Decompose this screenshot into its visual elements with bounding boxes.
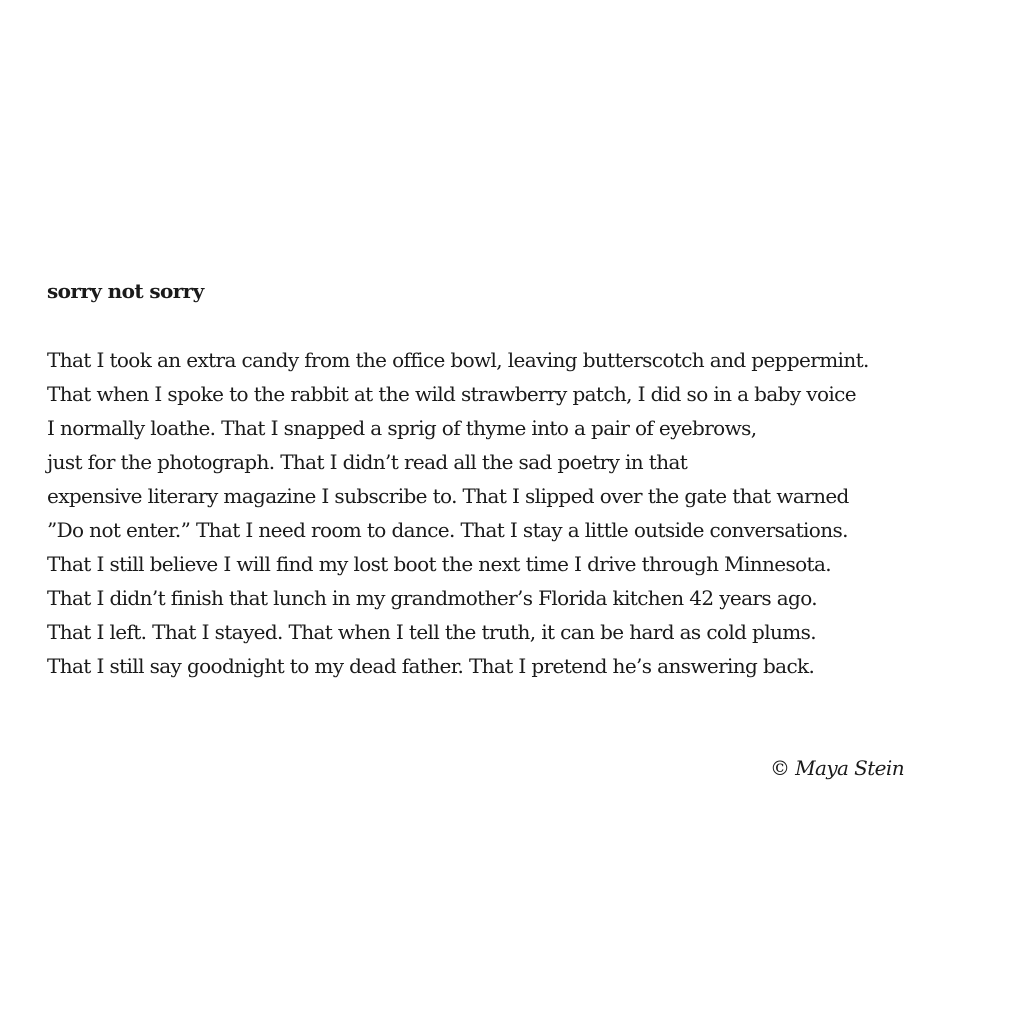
- poem-line: That I didn’t finish that lunch in my grandmother’s Florida kitchen 42 years ago.: [47, 586, 818, 610]
- poem-line: I normally loathe. That I snapped a sprig of thyme into a pair of eyebrows,: [47, 416, 757, 440]
- poem-line: That I still believe I will find my lost boot the next time I drive through Minnesota.: [47, 552, 831, 576]
- poem-line: That when I spoke to the rabbit at the wild strawberry patch, I did so in a baby voice: [47, 382, 856, 406]
- poem-line: ”Do not enter.” That I need room to dance. That I stay a little outside conversations.: [47, 518, 848, 542]
- poem-line: That I left. That I stayed. That when I tell the truth, it can be hard as cold plums.: [47, 620, 816, 644]
- poem-line: expensive literary magazine I subscribe to. That I slipped over the gate that warned: [47, 484, 849, 508]
- poem-line: That I took an extra candy from the office bowl, leaving butterscotch and peppermint.: [47, 348, 869, 372]
- poem-body: [47, 343, 1007, 683]
- poem-line: just for the photograph. That I didn’t read all the sad poetry in that: [47, 450, 688, 474]
- copyright-credit: © Maya Stein: [770, 756, 904, 780]
- poem-title: sorry not sorry: [47, 279, 204, 303]
- poem-line: That I still say goodnight to my dead father. That I pretend he’s answering back.: [47, 654, 815, 678]
